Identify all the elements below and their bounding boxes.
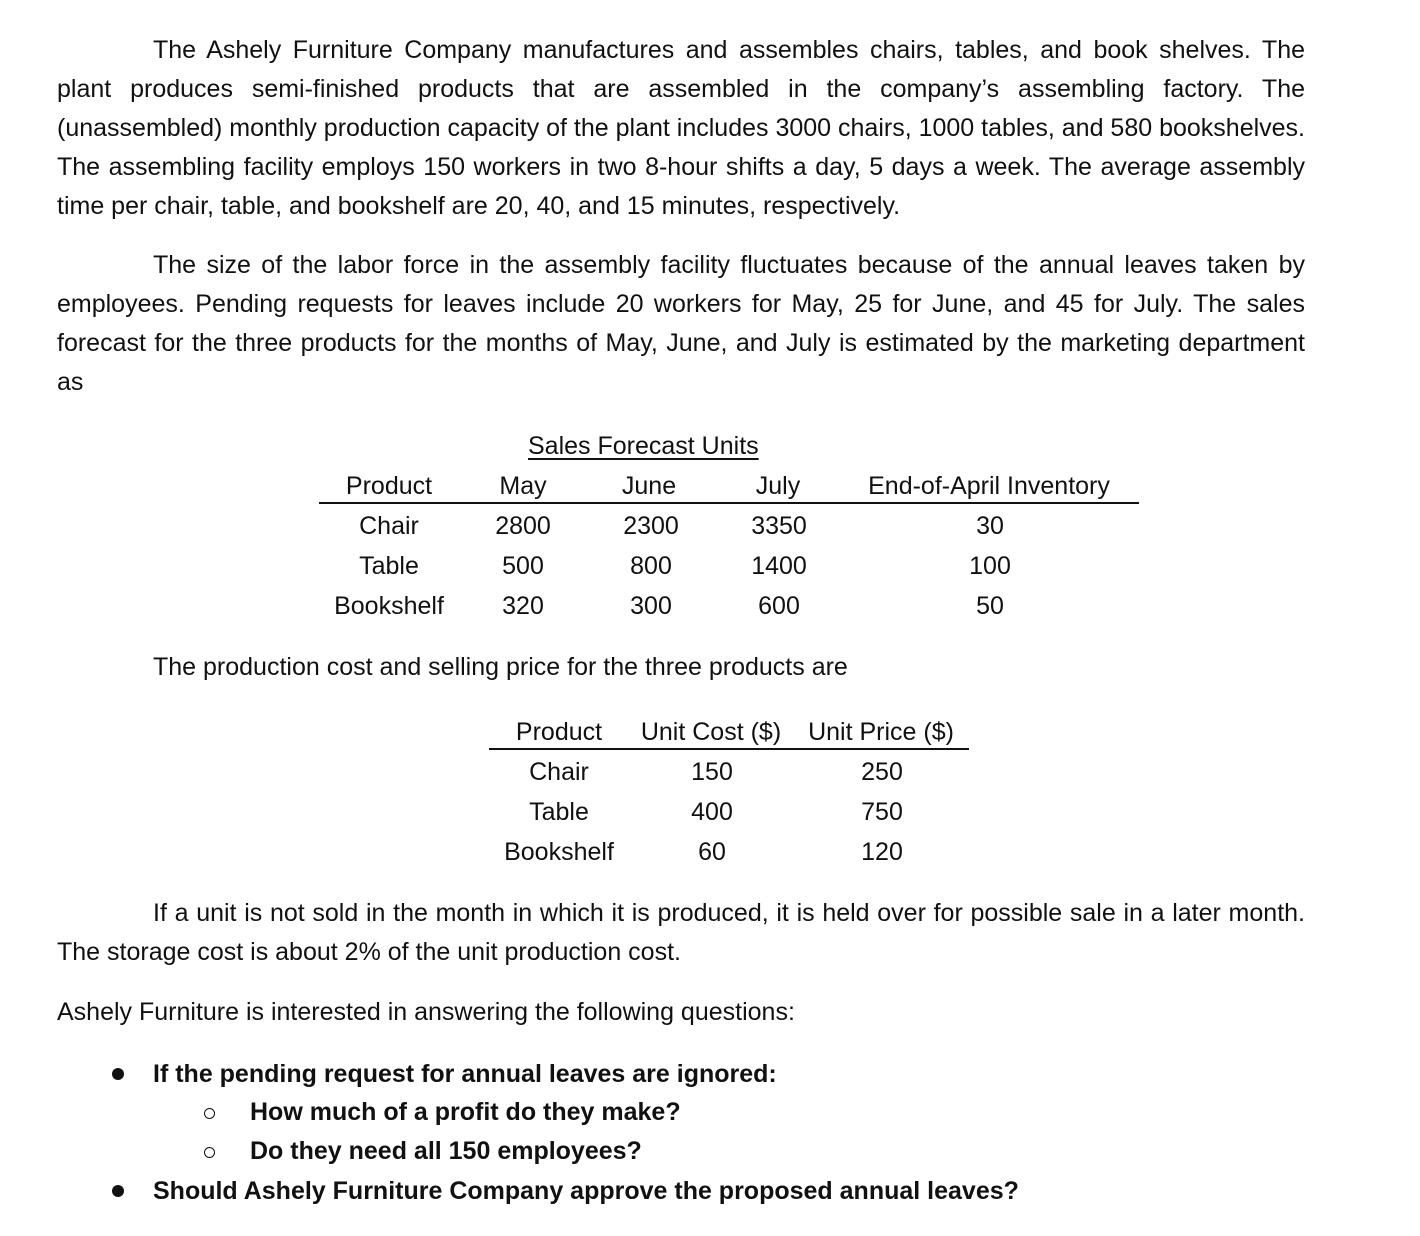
intro-paragraph <box>57 31 1305 226</box>
forecast-cell: 1400 <box>751 552 807 580</box>
cost-cell: Chair <box>529 758 589 786</box>
storage-paragraph <box>57 894 1305 972</box>
cost-cell: 400 <box>691 798 733 826</box>
cost-cell: 150 <box>691 758 733 786</box>
circle-bullet-icon <box>204 1108 215 1119</box>
forecast-cell: Table <box>359 552 419 580</box>
cost-header-unit-price: Unit Price ($) <box>808 718 954 746</box>
cost-cell: Bookshelf <box>504 838 614 866</box>
forecast-header-product: Product <box>345 472 433 500</box>
intro-paragraph-text: The Ashely Furniture Company manufactures and assembles chairs, tables, and book shelves. The plant produces semi-finished products that are assembled in the company’s assembling factory. The (unassembled) monthly production capacity of the plant includes 3000 chairs, 1000 tables, and 580 bookshelves. The assembling facility employs 150 workers in two 8-hour shifts a day, 5 days a week. The average assembly time per chair, table, and bookshelf are 20, 40, and 15 minutes, respectively. <box>57 36 1305 220</box>
forecast-cell: 50 <box>976 592 1004 620</box>
questions-intro: Ashely Furniture is interested in answering the following questions: <box>57 998 795 1026</box>
circle-bullet-icon <box>204 1147 215 1158</box>
forecast-cell: 320 <box>502 592 544 620</box>
cost-cell: 250 <box>861 758 903 786</box>
forecast-header-may: May <box>499 472 547 500</box>
cost-intro: The production cost and selling price for the three products are <box>153 653 848 681</box>
cost-cell: 120 <box>861 838 903 866</box>
forecast-cell: 800 <box>630 552 672 580</box>
forecast-caption: Sales Forecast Units <box>528 432 759 460</box>
question-1: If the pending request for annual leaves are ignored: <box>153 1060 777 1088</box>
labor-paragraph <box>57 246 1305 402</box>
bullet-icon <box>112 1068 124 1080</box>
forecast-cell: Chair <box>359 512 419 540</box>
forecast-cell: 3350 <box>751 512 807 540</box>
forecast-cell: 2300 <box>623 512 679 540</box>
cost-cell: Table <box>529 798 589 826</box>
cost-cell: 60 <box>698 838 726 866</box>
question-2: Should Ashely Furniture Company approve the proposed annual leaves? <box>153 1177 1019 1205</box>
cost-cell: 750 <box>861 798 903 826</box>
forecast-cell: 600 <box>758 592 800 620</box>
question-1b: Do they need all 150 employees? <box>250 1137 642 1165</box>
forecast-header-inventory: End-of-April Inventory <box>868 472 1110 500</box>
bullet-icon <box>112 1185 124 1197</box>
forecast-cell: 30 <box>976 512 1004 540</box>
forecast-header-july: July <box>755 472 801 500</box>
labor-paragraph-text: The size of the labor force in the assembly facility fluctuates because of the annual leaves taken by employees. Pending requests for leaves include 20 workers for May, 25 for June, and 45 for July. The sales forecast for the three products for the months of May, June, and July is estimated by the marketing department as <box>57 251 1305 396</box>
cost-header-rule <box>489 748 969 750</box>
forecast-header-june: June <box>621 472 677 500</box>
storage-paragraph-text: If a unit is not sold in the month in which it is produced, it is held over for possible sale in a later month. The storage cost is about 2% of the unit production cost. <box>57 899 1305 966</box>
cost-header-unit-cost: Unit Cost ($) <box>640 718 782 746</box>
forecast-cell: 500 <box>502 552 544 580</box>
forecast-cell: 2800 <box>495 512 551 540</box>
forecast-cell: Bookshelf <box>334 592 444 620</box>
forecast-header-rule <box>319 502 1139 504</box>
forecast-cell: 300 <box>630 592 672 620</box>
cost-header-product: Product <box>515 718 603 746</box>
forecast-cell: 100 <box>969 552 1011 580</box>
question-1a: How much of a profit do they make? <box>250 1098 681 1126</box>
